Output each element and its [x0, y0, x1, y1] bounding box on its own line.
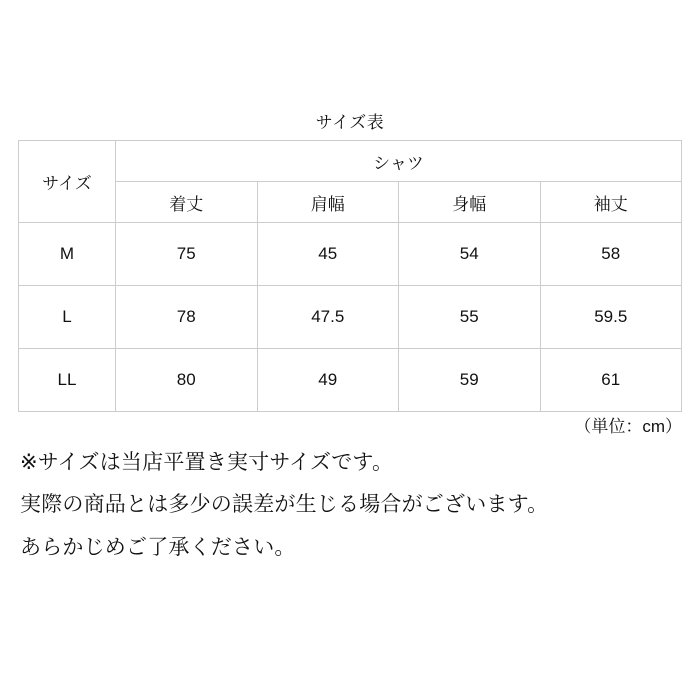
header-measurement-3: 袖丈: [540, 182, 682, 223]
cell-value: 75: [116, 223, 258, 286]
header-measurement-1: 肩幅: [257, 182, 399, 223]
cell-value: 59: [399, 349, 541, 412]
header-measurement-0: 着丈: [116, 182, 258, 223]
header-size-label: サイズ: [19, 141, 116, 223]
notes-block: [20, 448, 680, 575]
cell-value: 47.5: [257, 286, 399, 349]
cell-value: 49: [257, 349, 399, 412]
size-table: [18, 140, 682, 412]
row-size-label: LL: [19, 349, 116, 412]
note-line-1: ※サイズは当店平置き実寸サイズです。: [20, 451, 394, 474]
cell-value: 54: [399, 223, 541, 286]
table-row: [19, 349, 682, 412]
unit-note: （単位：cm）: [574, 417, 682, 436]
note-line-3: あらかじめご了承ください。: [20, 535, 296, 559]
cell-value: 45: [257, 223, 399, 286]
header-measurement-2: 身幅: [399, 182, 541, 223]
page-title: サイズ表: [315, 113, 385, 132]
cell-value: 59.5: [540, 286, 682, 349]
table-row: [19, 286, 682, 349]
cell-value: 55: [399, 286, 541, 349]
table-header-row-measurements: [19, 182, 682, 223]
row-size-label: L: [19, 286, 116, 349]
cell-value: 78: [116, 286, 258, 349]
table-row: [19, 223, 682, 286]
table-header-row-group: [19, 141, 682, 182]
note-line-2: 実際の商品とは多少の誤差が生じる場合がございます。: [20, 493, 549, 517]
row-size-label: M: [19, 223, 116, 286]
cell-value: 61: [540, 349, 682, 412]
header-group-shirt: シャツ: [116, 141, 682, 182]
cell-value: 80: [116, 349, 258, 412]
cell-value: 58: [540, 223, 682, 286]
